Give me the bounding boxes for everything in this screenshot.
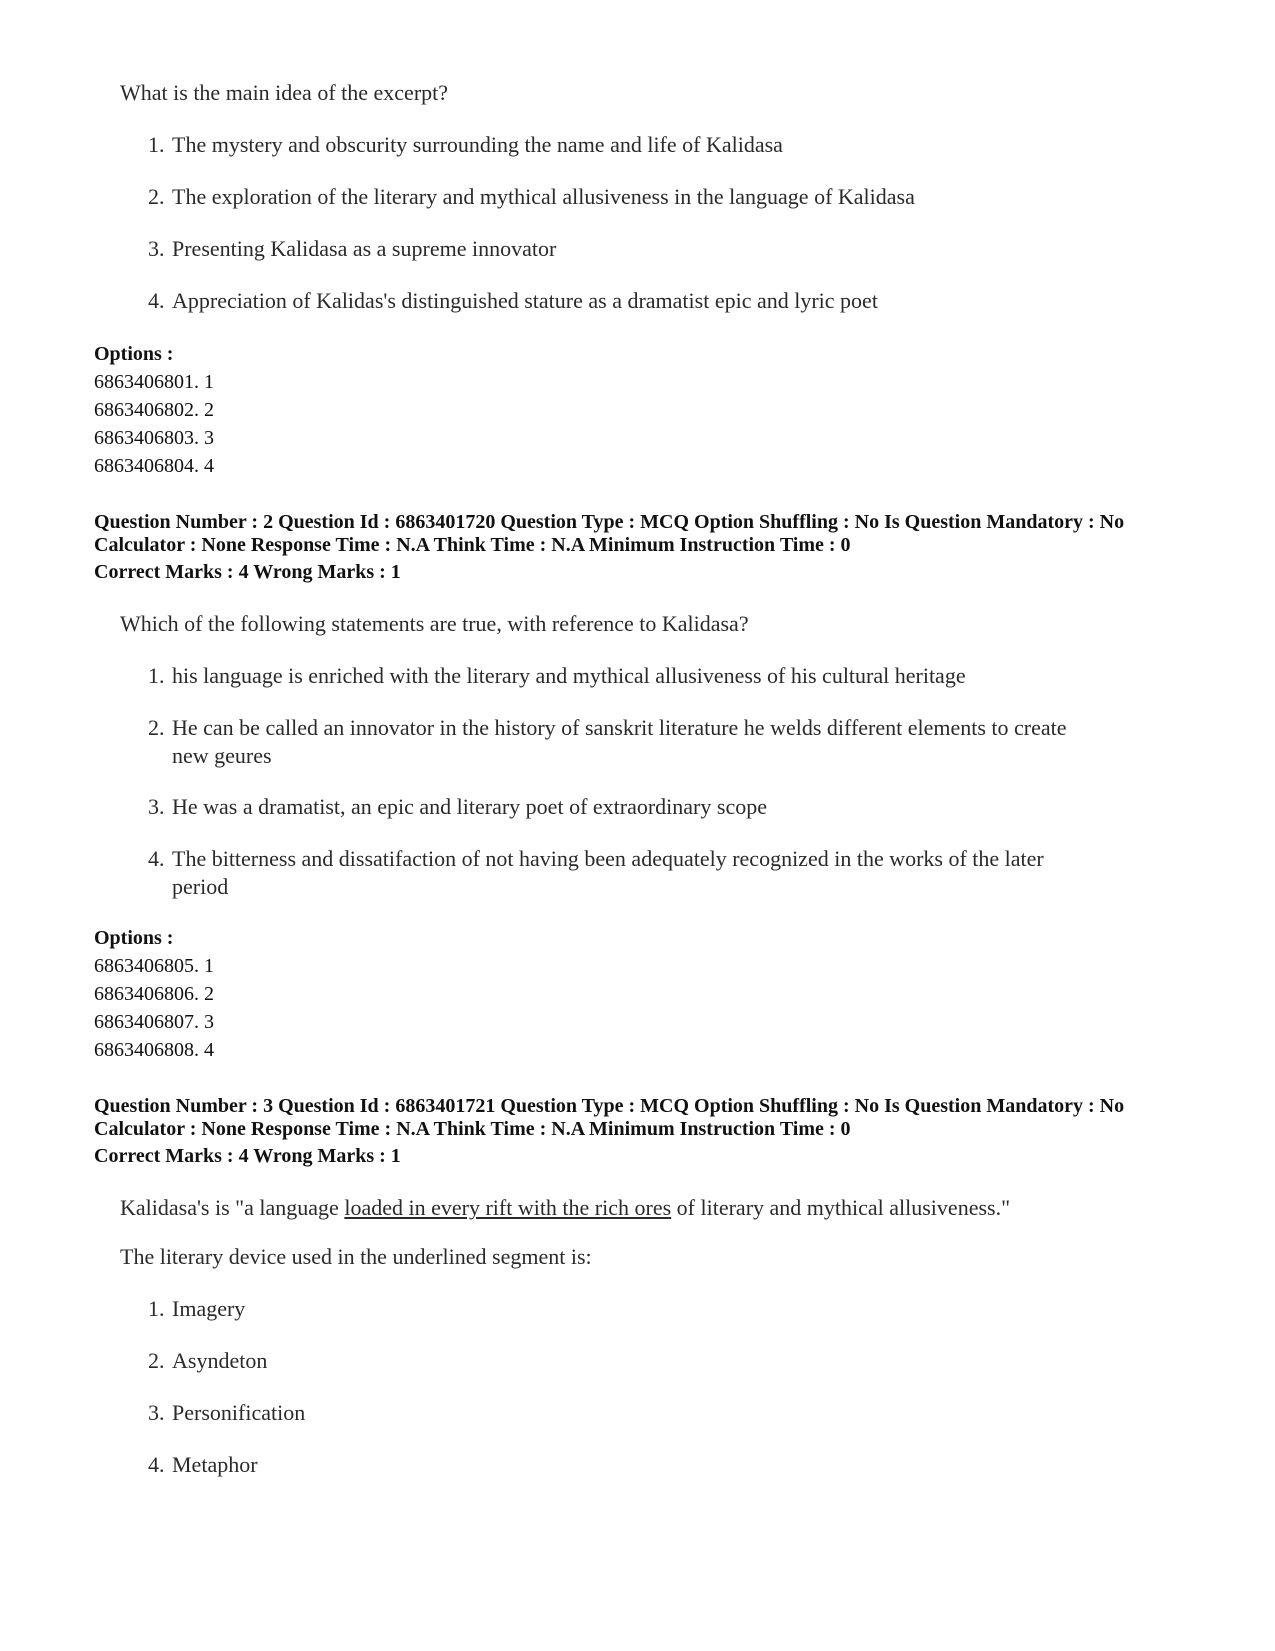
choice-number: 3. bbox=[148, 1400, 165, 1425]
choice-number: 4. bbox=[148, 1452, 165, 1477]
choice-number: 2. bbox=[148, 184, 165, 209]
question-1-choice-1 bbox=[148, 131, 1148, 159]
question-3-choice-1 bbox=[148, 1295, 1148, 1323]
question-2-meta-line-2: Calculator : None Response Time : N.A Think Time : N.A Minimum Instruction Time : 0 bbox=[94, 534, 851, 556]
question-3-meta-line-1: Question Number : 3 Question Id : 6863401721 Question Type : MCQ Option Shuffling : No Is Question Mandatory : No bbox=[94, 1095, 1125, 1117]
choice-text: Imagery bbox=[172, 1296, 246, 1321]
choice-text: He was a dramatist, an epic and literary poet of extraordinary scope bbox=[172, 794, 767, 819]
choice-text: The mystery and obscurity surrounding the name and life of Kalidasa bbox=[172, 132, 783, 157]
question-3-choice-2 bbox=[148, 1347, 1148, 1375]
stem-text: of literary and mythical allusiveness." bbox=[671, 1195, 1011, 1220]
question-2-choice-3 bbox=[148, 793, 1148, 821]
choice-text: Asyndeton bbox=[172, 1348, 268, 1373]
choice-text: Personification bbox=[172, 1400, 306, 1425]
option-id-line: 6863406801. 1 bbox=[94, 371, 214, 393]
question-2-choice-1 bbox=[148, 662, 1148, 690]
question-1-choice-2 bbox=[148, 183, 1148, 211]
question-1-choice-4 bbox=[148, 287, 1148, 315]
choice-text: The exploration of the literary and mythical allusiveness in the language of Kalidasa bbox=[172, 184, 915, 209]
question-3-marks: Correct Marks : 4 Wrong Marks : 1 bbox=[94, 1145, 401, 1167]
choice-text-continued: period bbox=[172, 874, 229, 899]
question-2-choice-4 bbox=[148, 845, 1148, 901]
option-id-line: 6863406805. 1 bbox=[94, 955, 214, 977]
choice-number: 3. bbox=[148, 236, 165, 261]
question-3-choice-4 bbox=[148, 1451, 1148, 1479]
question-3-stem bbox=[120, 1195, 1010, 1221]
choice-number: 1. bbox=[148, 663, 165, 688]
stem-text: Kalidasa's is "a language bbox=[120, 1195, 345, 1220]
question-3-stem-2: The literary device used in the underlined segment is: bbox=[120, 1244, 592, 1269]
option-id-line: 6863406802. 2 bbox=[94, 399, 214, 421]
choice-number: 1. bbox=[148, 132, 165, 157]
underlined-segment: loaded in every rift with the rich ores bbox=[344, 1195, 672, 1220]
option-id-line: 6863406803. 3 bbox=[94, 427, 214, 449]
question-2-stem: Which of the following statements are true, with reference to Kalidasa? bbox=[120, 611, 749, 636]
options-heading: Options : bbox=[94, 927, 174, 949]
choice-number: 4. bbox=[148, 846, 165, 871]
option-id-line: 6863406807. 3 bbox=[94, 1011, 214, 1033]
choice-text: Metaphor bbox=[172, 1452, 258, 1477]
question-1-choice-3 bbox=[148, 235, 1148, 263]
question-3-choice-3 bbox=[148, 1399, 1148, 1427]
choice-number: 4. bbox=[148, 288, 165, 313]
question-1-stem: What is the main idea of the excerpt? bbox=[120, 80, 449, 105]
choice-text: his language is enriched with the literary and mythical allusiveness of his cultural heritage bbox=[172, 663, 966, 688]
choice-number: 2. bbox=[148, 715, 165, 740]
choice-text: He can be called an innovator in the history of sanskrit literature he welds different elements to create bbox=[172, 715, 1067, 740]
options-heading: Options : bbox=[94, 343, 174, 365]
choice-text-continued: new geures bbox=[172, 743, 272, 768]
choice-number: 3. bbox=[148, 794, 165, 819]
question-2-choice-2 bbox=[148, 714, 1148, 770]
choice-text: Presenting Kalidasa as a supreme innovator bbox=[172, 236, 557, 261]
question-3-meta-line-2: Calculator : None Response Time : N.A Think Time : N.A Minimum Instruction Time : 0 bbox=[94, 1118, 851, 1140]
option-id-line: 6863406806. 2 bbox=[94, 983, 214, 1005]
option-id-line: 6863406804. 4 bbox=[94, 455, 214, 477]
question-2-marks: Correct Marks : 4 Wrong Marks : 1 bbox=[94, 561, 401, 583]
choice-text: The bitterness and dissatifaction of not having been adequately recognized in the works of the later bbox=[172, 846, 1044, 871]
question-2-meta-line-1: Question Number : 2 Question Id : 6863401720 Question Type : MCQ Option Shuffling : No Is Question Mandatory : No bbox=[94, 511, 1125, 533]
choice-number: 2. bbox=[148, 1348, 165, 1373]
choice-number: 1. bbox=[148, 1296, 165, 1321]
choice-text: Appreciation of Kalidas's distinguished stature as a dramatist epic and lyric poet bbox=[172, 288, 878, 313]
option-id-line: 6863406808. 4 bbox=[94, 1039, 214, 1061]
